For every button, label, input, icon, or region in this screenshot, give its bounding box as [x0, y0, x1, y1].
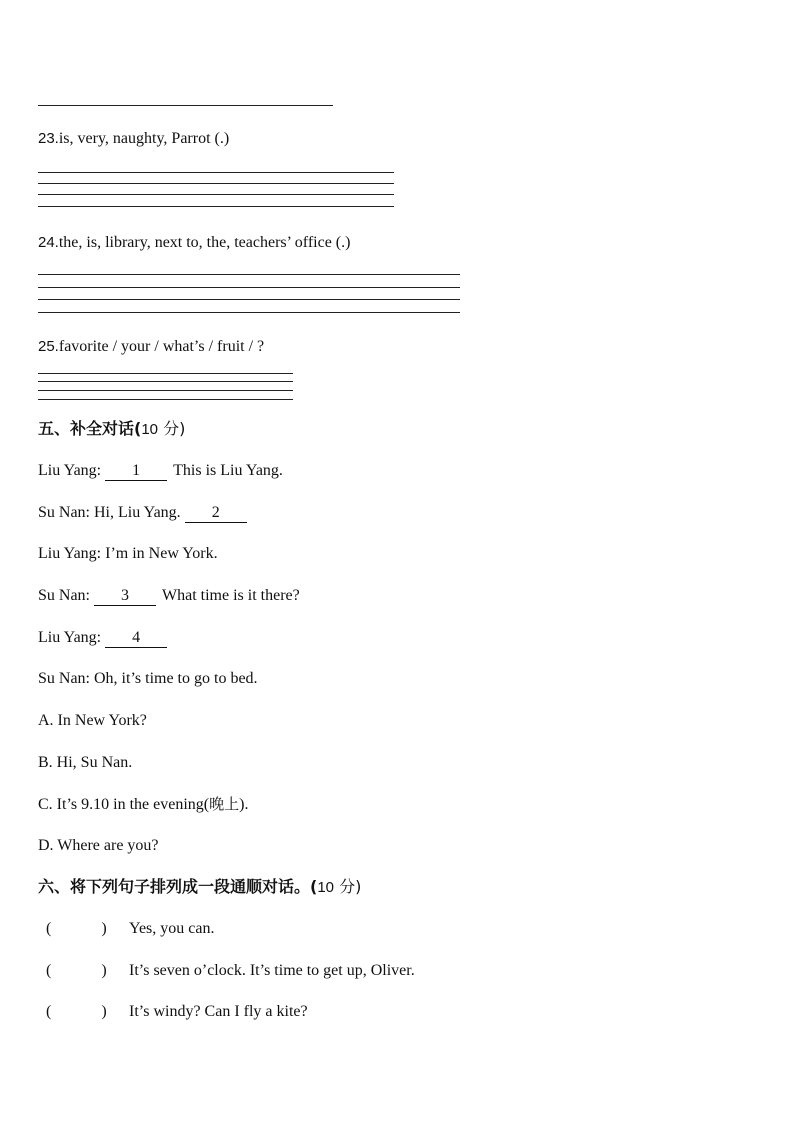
answer-blank-1[interactable]: 1: [105, 462, 167, 481]
order-item-2-text: It’s seven o’clock. It’s time to get up, Oliver.: [129, 962, 415, 979]
option-cjk-note: 晚上: [209, 795, 240, 813]
section-points-unit: 分): [158, 419, 186, 438]
option-text-end: ).: [239, 796, 249, 813]
dialogue-text: Oh, it’s time to go to bed.: [94, 670, 258, 687]
dialogue-line-3: [38, 544, 218, 564]
speaker: Liu Yang:: [38, 462, 102, 479]
section-title-text: 六、将下列句子排列成一段通顺对话。(: [38, 877, 318, 896]
dialogue-text: This is Liu Yang.: [173, 462, 283, 479]
order-item-1-text: Yes, you can.: [129, 920, 215, 937]
answer-line: [38, 312, 460, 313]
question-24: [38, 233, 350, 253]
question-words: favorite / your / what’s / fruit / ?: [58, 338, 265, 355]
answer-line: [38, 287, 460, 288]
dialogue-line-5: [38, 628, 173, 648]
section-points: 10: [317, 879, 335, 896]
question-25: [38, 337, 264, 357]
order-blank-close[interactable]: ): [101, 1003, 107, 1020]
answer-line: [38, 105, 333, 106]
answer-blank-2[interactable]: 2: [185, 504, 247, 523]
option-d: D. Where are you?: [38, 837, 159, 854]
answer-blank-3[interactable]: 3: [94, 587, 156, 606]
dialogue-text: What time is it there?: [162, 587, 300, 604]
dialogue-line-2: [38, 503, 253, 523]
dialogue-line-4: [38, 586, 300, 606]
question-words: the, is, library, next to, the, teachers’ office (.): [58, 234, 351, 251]
question-number: 24.: [38, 234, 59, 251]
answer-blank-4[interactable]: 4: [105, 629, 167, 648]
section-points: 10: [141, 421, 159, 438]
question-number: 23.: [38, 130, 59, 147]
answer-line: [38, 381, 293, 382]
answer-line: [38, 373, 293, 374]
order-blank-open[interactable]: (: [46, 920, 52, 937]
order-blank-open[interactable]: (: [46, 962, 52, 979]
option-a: A. In New York?: [38, 712, 147, 729]
section-points-unit: 分): [334, 877, 362, 896]
answer-line: [38, 206, 394, 207]
answer-line: [38, 172, 394, 173]
dialogue-text: Hi, Liu Yang.: [94, 504, 181, 521]
speaker: Su Nan:: [38, 587, 90, 604]
answer-line: [38, 274, 460, 275]
option-text: C. It’s 9.10 in the evening(: [38, 796, 210, 813]
answer-line: [38, 183, 394, 184]
speaker: Liu Yang:: [38, 545, 102, 562]
question-words: is, very, naughty, Parrot (.): [58, 130, 230, 147]
question-number: 25.: [38, 338, 59, 355]
answer-line: [38, 299, 460, 300]
order-item-3-text: It’s windy? Can I fly a kite?: [129, 1003, 308, 1020]
option-b: B. Hi, Su Nan.: [38, 754, 133, 771]
order-blank-open[interactable]: (: [46, 1003, 52, 1020]
order-item-2: [46, 961, 107, 981]
section-title-text: 五、补全对话(: [38, 419, 142, 438]
order-item-1: [46, 919, 107, 939]
dialogue-line-1: [38, 461, 283, 481]
dialogue-text: I’m in New York.: [105, 545, 218, 562]
speaker: Su Nan:: [38, 670, 90, 687]
answer-line: [38, 194, 394, 195]
option-c: [38, 794, 248, 815]
section-5-title: [38, 419, 185, 440]
order-blank-close[interactable]: ): [101, 962, 107, 979]
order-item-3: [46, 1002, 107, 1022]
speaker: Liu Yang:: [38, 629, 102, 646]
section-6-title: [38, 877, 361, 898]
dialogue-line-6: [38, 669, 258, 689]
speaker: Su Nan:: [38, 504, 90, 521]
answer-line: [38, 399, 293, 400]
answer-line: [38, 390, 293, 391]
question-23: [38, 129, 229, 149]
order-blank-close[interactable]: ): [101, 920, 107, 937]
